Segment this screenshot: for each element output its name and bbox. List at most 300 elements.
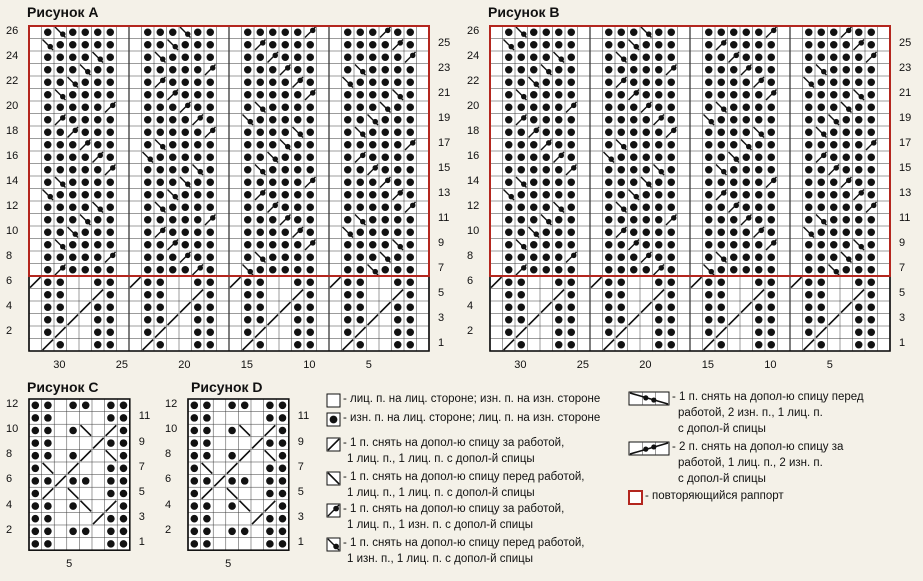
row-number-right: 19 [438, 112, 451, 125]
purl-dot [344, 216, 352, 224]
purl-dot [344, 316, 352, 324]
purl-dot [668, 266, 676, 274]
purl-dot [244, 279, 252, 287]
purl-dot [307, 204, 315, 212]
purl-dot [144, 79, 152, 87]
purl-dot [818, 279, 826, 287]
purl-dot [655, 229, 663, 237]
purl-dot [630, 116, 638, 124]
purl-dot [568, 241, 576, 249]
purl-dot [207, 304, 215, 312]
purl-dot [203, 540, 211, 548]
purl-dot [868, 166, 876, 174]
purl-dot [655, 141, 663, 149]
purl-dot [382, 41, 390, 49]
purl-dot [120, 515, 128, 523]
purl-dot [182, 79, 190, 87]
purl-dot [69, 452, 77, 460]
purl-dot [228, 402, 236, 410]
row-number-right: 9 [297, 435, 304, 448]
purl-dot [668, 154, 676, 162]
purl-dot [543, 91, 551, 99]
purl-dot [266, 402, 274, 410]
purl-dot [755, 316, 763, 324]
purl-dot [44, 452, 52, 460]
purl-dot [357, 79, 365, 87]
purl-dot [44, 402, 52, 410]
row-number-right: 15 [438, 162, 451, 175]
purl-dot [505, 291, 513, 299]
purl-dot [868, 41, 876, 49]
purl-dot [94, 141, 102, 149]
purl-dot [44, 254, 52, 262]
legend-symbol-cross-left [326, 471, 341, 486]
purl-dot [818, 191, 826, 199]
purl-dot [855, 266, 863, 274]
purl-dot [805, 279, 813, 287]
purl-dot [805, 179, 813, 187]
row-number-right: 9 [438, 237, 445, 250]
purl-dot [830, 54, 838, 62]
purl-dot [543, 104, 551, 112]
purl-dot [207, 166, 215, 174]
purl-dot [57, 129, 65, 137]
purl-dot [755, 29, 763, 37]
purl-dot [257, 141, 265, 149]
purl-dot [668, 279, 676, 287]
purl-dot [57, 316, 65, 324]
purl-dot [241, 402, 249, 410]
purl-dot [843, 166, 851, 174]
purl-dot [120, 540, 128, 548]
purl-dot [818, 166, 826, 174]
purl-dot [868, 116, 876, 124]
purl-dot [107, 528, 115, 536]
purl-dot [630, 166, 638, 174]
purl-dot [244, 304, 252, 312]
purl-dot [855, 229, 863, 237]
purl-dot [269, 191, 277, 199]
purl-dot [357, 229, 365, 237]
purl-dot [568, 154, 576, 162]
purl-dot [830, 79, 838, 87]
purl-dot [818, 179, 826, 187]
purl-dot [805, 116, 813, 124]
purl-dot [655, 54, 663, 62]
purl-dot [743, 54, 751, 62]
purl-dot [357, 291, 365, 299]
purl-dot [868, 291, 876, 299]
purl-dot [344, 91, 352, 99]
purl-dot [94, 41, 102, 49]
purl-dot [818, 54, 826, 62]
row-number-right: 11 [138, 410, 151, 423]
row-number-left: 26 [467, 24, 480, 37]
purl-dot [44, 54, 52, 62]
purl-dot [394, 204, 402, 212]
purl-dot [344, 54, 352, 62]
purl-dot [344, 129, 352, 137]
purl-dot [505, 279, 513, 287]
purl-dot [120, 402, 128, 410]
column-number: 20 [639, 359, 652, 371]
purl-dot [743, 254, 751, 262]
purl-dot [344, 179, 352, 187]
purl-dot [568, 329, 576, 337]
purl-dot [705, 154, 713, 162]
purl-dot [530, 191, 538, 199]
purl-dot [805, 66, 813, 74]
purl-dot [518, 254, 526, 262]
purl-dot [568, 191, 576, 199]
purl-dot [191, 465, 199, 473]
purl-dot [307, 104, 315, 112]
purl-dot [69, 402, 77, 410]
purl-dot [228, 452, 236, 460]
purl-dot [207, 104, 215, 112]
purl-dot [357, 104, 365, 112]
purl-dot [244, 254, 252, 262]
purl-dot [768, 54, 776, 62]
purl-dot [344, 241, 352, 249]
purl-dot [407, 91, 415, 99]
purl-dot [344, 266, 352, 274]
purl-dot [630, 141, 638, 149]
purl-dot [805, 329, 813, 337]
purl-dot [244, 104, 252, 112]
purl-dot [730, 41, 738, 49]
purl-dot [57, 204, 65, 212]
purl-dot [555, 91, 563, 99]
purl-dot [244, 241, 252, 249]
purl-dot [94, 116, 102, 124]
purl-dot [407, 254, 415, 262]
purl-dot [344, 104, 352, 112]
purl-dot [505, 229, 513, 237]
purl-dot [518, 304, 526, 312]
purl-dot [194, 241, 202, 249]
purl-dot [369, 191, 377, 199]
column-number: 5 [826, 359, 833, 371]
legend-symbol-purl [326, 412, 341, 427]
purl-dot [555, 116, 563, 124]
purl-dot [107, 515, 115, 523]
purl-dot [382, 66, 390, 74]
purl-dot [830, 229, 838, 237]
row-number-right: 7 [297, 460, 304, 473]
row-number-left: 22 [6, 74, 19, 87]
purl-dot [107, 91, 115, 99]
purl-dot [344, 116, 352, 124]
purl-dot [57, 54, 65, 62]
purl-dot [203, 414, 211, 422]
purl-dot [768, 316, 776, 324]
purl-dot [868, 179, 876, 187]
purl-dot [518, 66, 526, 74]
purl-dot [169, 79, 177, 87]
purl-dot [618, 91, 626, 99]
purl-dot [755, 116, 763, 124]
purl-dot [294, 104, 302, 112]
purl-dot [69, 204, 77, 212]
purl-dot [44, 204, 52, 212]
purl-dot [555, 329, 563, 337]
purl-dot [57, 291, 65, 299]
purl-dot [407, 329, 415, 337]
purl-dot [855, 141, 863, 149]
purl-dot [369, 29, 377, 37]
purl-dot [568, 266, 576, 274]
purl-dot [307, 166, 315, 174]
row-number-right: 25 [438, 37, 451, 50]
purl-dot [543, 266, 551, 274]
purl-dot [755, 66, 763, 74]
purl-dot [630, 204, 638, 212]
purl-dot [555, 266, 563, 274]
purl-dot [555, 216, 563, 224]
row-number-right: 1 [899, 337, 906, 350]
row-number-right: 25 [899, 37, 912, 50]
purl-dot [69, 91, 77, 99]
purl-dot [107, 41, 115, 49]
purl-dot [518, 129, 526, 137]
purl-dot [568, 316, 576, 324]
purl-dot [169, 229, 177, 237]
purl-dot [643, 129, 651, 137]
purl-dot [207, 29, 215, 37]
purl-dot [730, 241, 738, 249]
purl-dot [705, 79, 713, 87]
row-number-right: 5 [899, 287, 906, 300]
purl-dot [82, 528, 90, 536]
purl-dot [191, 414, 199, 422]
purl-dot [194, 279, 202, 287]
purl-dot [855, 79, 863, 87]
row-number-left: 14 [467, 174, 480, 187]
purl-dot [530, 41, 538, 49]
purl-dot [630, 104, 638, 112]
purl-dot [307, 154, 315, 162]
purl-dot [282, 116, 290, 124]
purl-dot [357, 179, 365, 187]
purl-dot [94, 179, 102, 187]
purl-dot [618, 304, 626, 312]
purl-dot [82, 79, 90, 87]
purl-dot [94, 166, 102, 174]
purl-dot [830, 91, 838, 99]
purl-dot [182, 266, 190, 274]
purl-dot [568, 91, 576, 99]
purl-dot [718, 291, 726, 299]
purl-dot [357, 91, 365, 99]
purl-dot [257, 91, 265, 99]
purl-dot [44, 166, 52, 174]
purl-dot [169, 54, 177, 62]
purl-dot [530, 216, 538, 224]
purl-dot [94, 341, 102, 349]
purl-dot [344, 304, 352, 312]
purl-dot [57, 79, 65, 87]
row-number-right: 21 [438, 87, 451, 100]
purl-dot [830, 141, 838, 149]
purl-dot [505, 91, 513, 99]
purl-dot [718, 154, 726, 162]
purl-dot [743, 41, 751, 49]
purl-dot [94, 91, 102, 99]
legend-text: 1 лиц. п., 1 лиц. п. с допол-й спицы [347, 453, 535, 465]
purl-dot [394, 54, 402, 62]
purl-dot [157, 266, 165, 274]
purl-dot [843, 141, 851, 149]
row-number-right: 7 [899, 262, 906, 275]
purl-dot [643, 166, 651, 174]
purl-dot [94, 266, 102, 274]
purl-dot [382, 129, 390, 137]
purl-dot [107, 229, 115, 237]
purl-dot [257, 154, 265, 162]
purl-dot [768, 129, 776, 137]
purl-dot [382, 241, 390, 249]
purl-dot [543, 116, 551, 124]
purl-dot [207, 266, 215, 274]
purl-dot [843, 241, 851, 249]
purl-dot [269, 266, 277, 274]
purl-dot [269, 41, 277, 49]
purl-dot [718, 141, 726, 149]
purl-dot [294, 54, 302, 62]
purl-dot [32, 465, 40, 473]
purl-dot [605, 241, 613, 249]
purl-dot [505, 116, 513, 124]
column-number: 25 [115, 359, 128, 371]
purl-dot [144, 166, 152, 174]
purl-dot [618, 316, 626, 324]
purl-dot [207, 241, 215, 249]
purl-dot [643, 241, 651, 249]
purl-dot [668, 241, 676, 249]
legend-text: - повторяющийся раппорт [645, 490, 784, 502]
purl-dot [32, 414, 40, 422]
purl-dot [668, 79, 676, 87]
purl-dot [630, 229, 638, 237]
purl-dot [568, 129, 576, 137]
purl-dot [107, 66, 115, 74]
purl-dot [655, 304, 663, 312]
purl-dot [82, 204, 90, 212]
purl-dot [257, 66, 265, 74]
purl-dot [107, 279, 115, 287]
purl-dot [194, 79, 202, 87]
purl-dot [194, 66, 202, 74]
purl-dot [191, 515, 199, 523]
purl-dot [44, 477, 52, 485]
column-number: 25 [576, 359, 589, 371]
purl-dot [282, 41, 290, 49]
purl-dot [44, 154, 52, 162]
row-number-right: 7 [138, 460, 145, 473]
purl-dot [555, 104, 563, 112]
purl-dot [228, 477, 236, 485]
purl-dot [518, 316, 526, 324]
purl-dot [69, 528, 77, 536]
legend-symbol-knit [326, 393, 341, 408]
purl-dot [818, 204, 826, 212]
purl-dot [868, 191, 876, 199]
row-number-right: 23 [899, 62, 912, 75]
purl-dot [543, 241, 551, 249]
purl-dot [755, 241, 763, 249]
purl-dot [257, 79, 265, 87]
purl-dot [718, 216, 726, 224]
purl-dot [57, 66, 65, 74]
column-number: 10 [764, 359, 777, 371]
purl-dot [82, 41, 90, 49]
purl-dot [182, 129, 190, 137]
row-number-left: 16 [467, 149, 480, 162]
purl-dot [394, 29, 402, 37]
purl-dot [69, 154, 77, 162]
chart-d-title: Рисунок D [191, 379, 263, 395]
purl-dot [69, 477, 77, 485]
purl-dot [279, 528, 287, 536]
row-number-right: 9 [138, 435, 145, 448]
purl-dot [369, 66, 377, 74]
legend-symbol-repeat [628, 490, 643, 505]
purl-dot [257, 341, 265, 349]
purl-dot [120, 452, 128, 460]
purl-dot [843, 66, 851, 74]
purl-dot [244, 291, 252, 299]
purl-dot [269, 241, 277, 249]
purl-dot [755, 341, 763, 349]
purl-dot [294, 154, 302, 162]
purl-dot [282, 166, 290, 174]
chart-c-title: Рисунок C [27, 379, 99, 395]
purl-dot [57, 104, 65, 112]
purl-dot [855, 179, 863, 187]
purl-dot [266, 528, 274, 536]
purl-dot [207, 191, 215, 199]
purl-dot [668, 179, 676, 187]
purl-dot [643, 54, 651, 62]
purl-dot [207, 41, 215, 49]
purl-dot [843, 129, 851, 137]
purl-dot [369, 179, 377, 187]
purl-dot [407, 79, 415, 87]
purl-dot [505, 66, 513, 74]
purl-dot [107, 477, 115, 485]
purl-dot [830, 204, 838, 212]
purl-dot [394, 66, 402, 74]
purl-dot [530, 66, 538, 74]
purl-dot [144, 104, 152, 112]
purl-dot [505, 154, 513, 162]
purl-dot [207, 179, 215, 187]
purl-dot [107, 414, 115, 422]
chart-a-grid [28, 25, 430, 352]
purl-dot [191, 439, 199, 447]
purl-dot [44, 502, 52, 510]
purl-dot [394, 341, 402, 349]
purl-dot [269, 116, 277, 124]
purl-dot [618, 241, 626, 249]
purl-dot [705, 54, 713, 62]
purl-dot [257, 304, 265, 312]
purl-dot [82, 166, 90, 174]
purl-dot [207, 204, 215, 212]
purl-dot [605, 141, 613, 149]
purl-dot [344, 166, 352, 174]
